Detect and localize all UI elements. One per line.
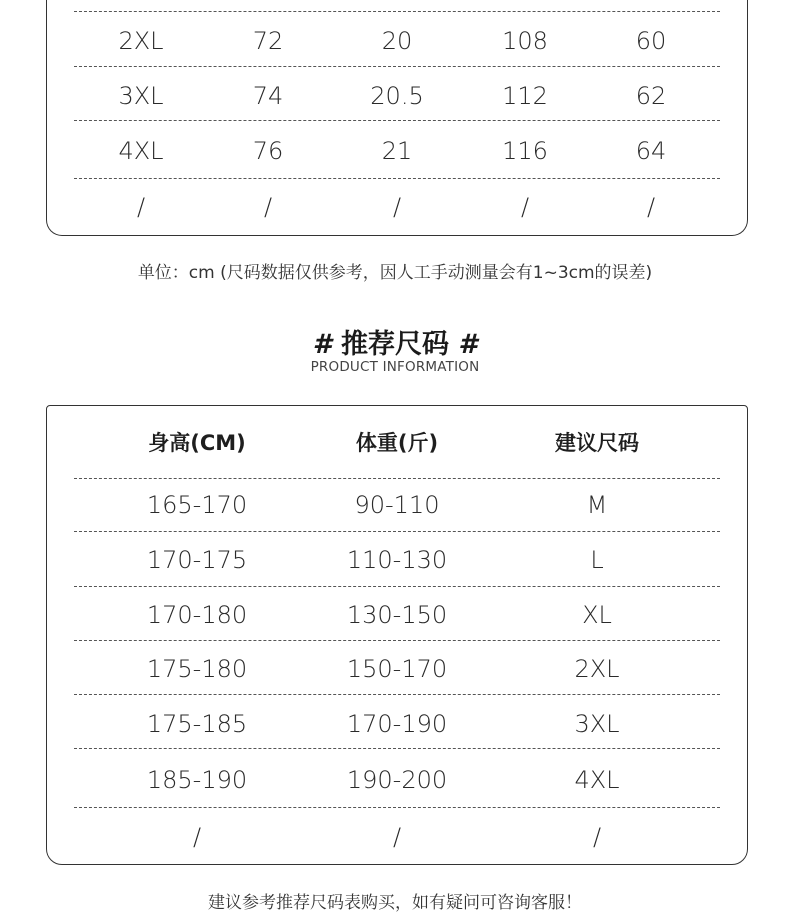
size-cell: 4XL <box>574 766 620 794</box>
size-cell: 76 <box>252 137 284 165</box>
size-cell: 20 <box>381 27 413 55</box>
size-cell: 112 <box>502 82 548 110</box>
size-cell: 116 <box>502 137 548 165</box>
weight-cell: 150-170 <box>346 655 448 683</box>
section-title <box>0 322 790 361</box>
weight-cell: 110-130 <box>346 546 448 574</box>
size-cell: 62 <box>635 82 667 110</box>
row-divider <box>74 178 720 179</box>
row-divider <box>74 694 720 695</box>
size-cell: / <box>392 193 402 221</box>
row-divider <box>74 66 720 67</box>
size-cell: 3XL <box>574 710 620 738</box>
hash-right: # <box>458 329 478 360</box>
size-cell: / <box>136 193 146 221</box>
size-cell: 2XL <box>574 655 620 683</box>
size-cell: XL <box>582 601 612 629</box>
row-divider <box>74 531 720 532</box>
size-cell: 74 <box>252 82 284 110</box>
section-subtitle: PRODUCT INFORMATION <box>310 359 480 375</box>
section-title-text: 推荐尺码 <box>341 329 449 360</box>
weight-cell: 170-190 <box>346 710 448 738</box>
recommend-table-frame <box>46 405 748 865</box>
row-divider <box>74 120 720 121</box>
weight-cell: 190-200 <box>346 766 448 794</box>
size-cell: / <box>520 193 530 221</box>
size-cell: 4XL <box>118 137 164 165</box>
height-cell: 185-190 <box>146 766 248 794</box>
size-cell: 3XL <box>118 82 164 110</box>
size-cell: / <box>592 823 602 851</box>
size-cell: M <box>586 491 608 519</box>
weight-cell: 90-110 <box>354 491 440 519</box>
header-weight: 体重(斤) <box>355 431 439 455</box>
size-cell: 108 <box>502 27 548 55</box>
hash-left: # <box>312 329 332 360</box>
size-cell: / <box>646 193 656 221</box>
size-cell: 2XL <box>118 27 164 55</box>
row-divider <box>74 11 720 12</box>
row-divider <box>74 807 720 808</box>
size-cell: 21 <box>381 137 413 165</box>
height-cell: 170-175 <box>146 546 248 574</box>
header-size: 建议尺码 <box>555 431 639 455</box>
size-cell: 20.5 <box>370 82 424 110</box>
row-divider <box>74 748 720 749</box>
row-divider <box>74 640 720 641</box>
header-height: 身高(CM) <box>148 431 246 455</box>
height-cell: 170-180 <box>146 601 248 629</box>
height-cell: / <box>192 823 202 851</box>
height-cell: 175-185 <box>146 710 248 738</box>
row-divider <box>74 586 720 587</box>
weight-cell: 130-150 <box>346 601 448 629</box>
size-cell: 64 <box>635 137 667 165</box>
size-cell: 72 <box>252 27 284 55</box>
unit-note: 单位：cm (尺码数据仅供参考，因人工手动测量会有1~3cm的误差) <box>137 263 653 283</box>
height-cell: 165-170 <box>146 491 248 519</box>
size-cell: L <box>590 546 604 574</box>
size-cell: / <box>263 193 273 221</box>
height-cell: 175-180 <box>146 655 248 683</box>
size-cell: 60 <box>635 27 667 55</box>
row-divider <box>74 478 720 479</box>
footer-note: 建议参考推荐尺码表购买，如有疑问可咨询客服！ <box>208 893 582 913</box>
weight-cell: / <box>392 823 402 851</box>
